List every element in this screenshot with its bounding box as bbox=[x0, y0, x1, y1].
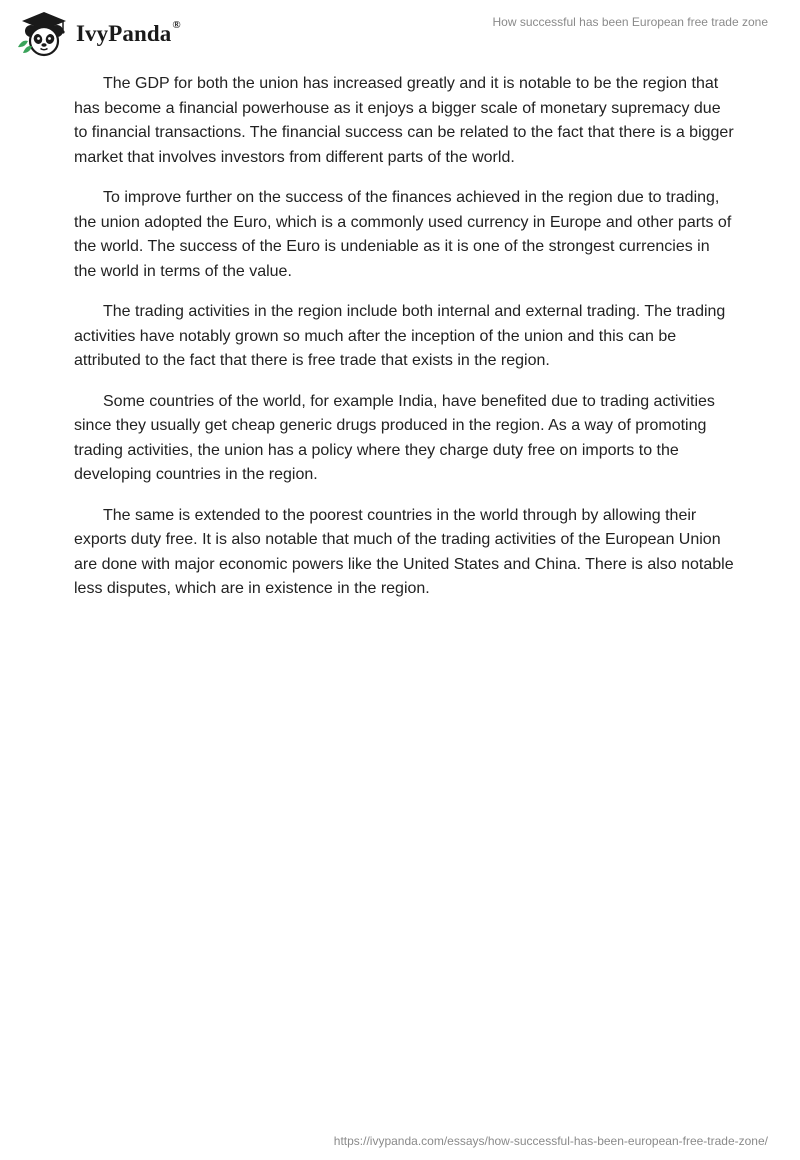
ivypanda-logo[interactable] bbox=[14, 9, 181, 57]
paragraph-1: The GDP for both the union has increased greatly and it is notable to be the region that has become a financial powerhouse as it enjoys a bigger scale of monetary supremacy due to financial transactions. The financial success can be related to the fact that there is a bigger market that involves investors from different parts of the world. bbox=[74, 75, 734, 166]
panda-graduate-icon bbox=[14, 9, 70, 57]
paragraph-5: The same is extended to the poorest countries in the world through by allowing their exports duty free. It is also notable that much of the trading activities of the European Union are done with major economic powers like the United States and China. There is also notable less disputes, which are in existence in the region. bbox=[74, 506, 734, 597]
paragraph-4: Some countries of the world, for example India, have benefited due to trading activities since they usually get cheap generic drugs produced in the region. As a way of promoting trading activities, the union has a policy where they charge duty free on imports to the developing countries in the region. bbox=[74, 392, 715, 483]
brand-name: IvyPanda® bbox=[76, 19, 181, 46]
running-title: How successful has been European free trade zone bbox=[492, 15, 768, 29]
source-url[interactable]: https://ivypanda.com/essays/how-successful-has-been-european-free-trade-zone/ bbox=[333, 1134, 768, 1148]
paragraph-2: To improve further on the success of the finances achieved in the region due to trading, the union adopted the Euro, which is a commonly used currency in Europe and other parts of the world. The success of the Euro is undeniable as it is one of the strongest currencies in the world in terms of the value. bbox=[74, 189, 732, 280]
registered-mark: ® bbox=[172, 19, 181, 32]
paragraph-3: The trading activities in the region include both internal and external trading. The trading activities have notably grown so much after the inception of the union and this can be attributed to the fact that there is free trade that exists in the region. bbox=[74, 303, 726, 369]
essay-body bbox=[74, 72, 734, 618]
